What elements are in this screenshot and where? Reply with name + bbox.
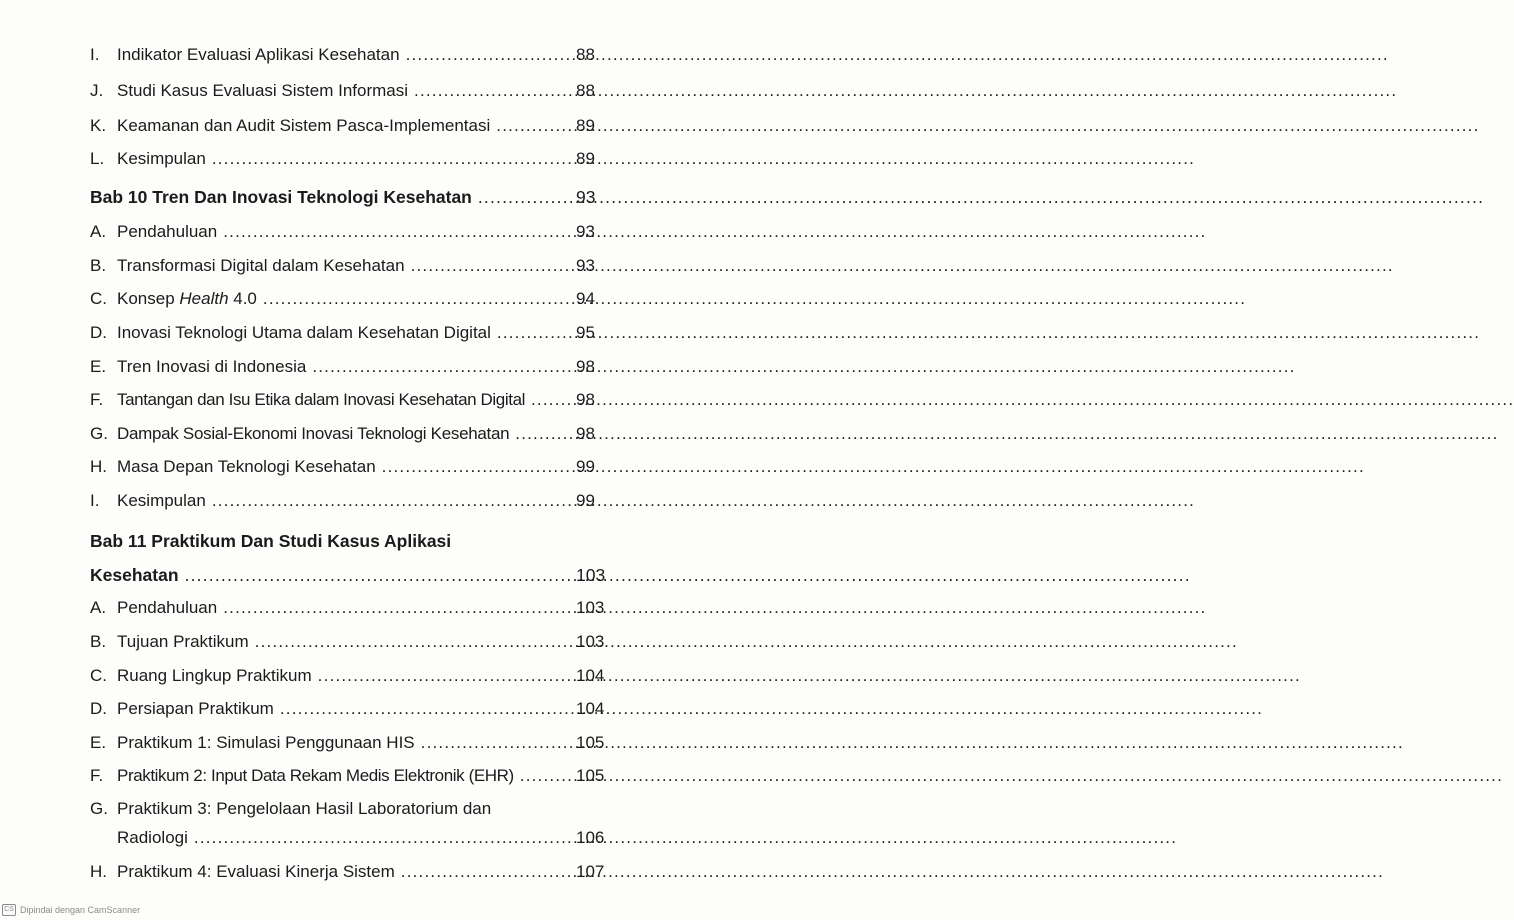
toc-page-number: 105: [576, 733, 605, 752]
toc-row: [90, 322, 610, 344]
toc-label: Praktikum 4: Evaluasi Kinerja Sistem: [117, 862, 395, 881]
toc-page-number: 93: [576, 222, 595, 241]
toc-letter: L.: [90, 149, 105, 168]
leader-dots: [414, 80, 572, 102]
toc-letter: C.: [90, 289, 107, 308]
toc-letter: E.: [90, 733, 107, 752]
toc-letter: B.: [90, 632, 107, 651]
toc-row: [90, 221, 610, 243]
toc-label: Tren Inovasi di Indonesia: [117, 357, 307, 376]
toc-letter: H.: [90, 457, 107, 476]
toc-label: Kesimpulan: [117, 149, 206, 168]
toc-page-number: 88: [576, 45, 595, 64]
toc-page-number: 94: [576, 289, 595, 308]
toc-letter: C.: [90, 666, 107, 685]
toc-row: [90, 698, 610, 720]
toc-letter: I.: [90, 45, 100, 64]
toc-page-number: 105: [576, 766, 605, 785]
toc-chapter-row-continued: [90, 564, 610, 586]
toc-row: [90, 80, 610, 102]
toc-letter: K.: [90, 116, 107, 135]
toc-row: [90, 765, 610, 787]
toc-chapter-row: [90, 530, 610, 552]
leader-dots: [520, 765, 572, 787]
toc-letter: B.: [90, 256, 107, 275]
toc-page-number: 95: [576, 323, 595, 342]
toc-label: Studi Kasus Evaluasi Sistem Informasi: [117, 81, 409, 100]
toc-label: [117, 288, 257, 310]
toc-chapter-row: [90, 186, 610, 208]
toc-page-number: 99: [576, 491, 595, 510]
toc-row: [90, 148, 610, 170]
leader-dots: [212, 490, 572, 512]
toc-label-emphasis: Health: [179, 289, 229, 308]
toc-page-number: 93: [576, 187, 596, 207]
leader-dots: [382, 456, 572, 478]
toc-row: [90, 255, 610, 277]
camscanner-icon: CS: [2, 904, 16, 916]
toc-row: [90, 490, 610, 512]
toc-row: [90, 665, 610, 687]
toc-row: [90, 597, 610, 619]
toc-row: [90, 456, 610, 478]
toc-row: [90, 861, 610, 883]
leader-dots: [496, 115, 572, 137]
toc-letter: H.: [90, 862, 107, 881]
leader-dots: [194, 827, 572, 849]
toc-page-number: 98: [576, 424, 595, 443]
toc-label: Keamanan dan Audit Sistem Pasca-Implementasi: [117, 116, 491, 135]
toc-chapter-title: Bab 10 Tren Dan Inovasi Teknologi Kesehatan: [90, 187, 472, 207]
toc-page-number: 103: [576, 632, 605, 651]
toc-letter: A.: [90, 222, 107, 241]
toc-page-number: 107: [576, 862, 605, 881]
toc-letter: G.: [90, 799, 108, 818]
toc-label-text: 4.0: [228, 289, 257, 308]
leader-dots: [421, 732, 572, 754]
toc-letter: F.: [90, 390, 104, 409]
toc-label: Persiapan Praktikum: [117, 699, 274, 718]
leader-dots: [280, 698, 572, 720]
toc-page-number: 106: [576, 828, 605, 847]
leader-dots: [401, 861, 572, 883]
toc-page-number: 104: [576, 699, 605, 718]
toc-label: Kesimpulan: [117, 491, 206, 510]
toc-row: [90, 356, 610, 378]
leader-dots: [411, 255, 572, 277]
toc-row-continued: [117, 827, 610, 849]
toc-page-number: 88: [576, 81, 595, 100]
toc-letter: A.: [90, 598, 107, 617]
toc-page-number: 99: [576, 457, 595, 476]
toc-label: Praktikum 3: Pengelolaan Hasil Laboratorium dan: [117, 799, 492, 818]
leader-dots: [312, 356, 572, 378]
scanner-watermark: [2, 902, 140, 918]
toc-label: Tantangan dan Isu Etika dalam Inovasi Kesehatan Digital: [117, 390, 525, 409]
toc-row: [90, 44, 610, 66]
toc-page-number: 98: [576, 390, 595, 409]
leader-dots: [515, 423, 572, 445]
toc-letter: F.: [90, 766, 104, 785]
watermark-text: Dipindai dengan CamScanner: [20, 905, 141, 915]
toc-label: Masa Depan Teknologi Kesehatan: [117, 457, 376, 476]
toc-page-number: 103: [576, 598, 605, 617]
toc-label: Tujuan Praktikum: [117, 632, 249, 651]
toc-row: [90, 288, 610, 310]
toc-label: Dampak Sosial-Ekonomi Inovasi Teknologi Kesehatan: [117, 424, 510, 443]
toc-label: Pendahuluan: [117, 222, 218, 241]
toc-row: [90, 423, 610, 445]
toc-letter: D.: [90, 699, 107, 718]
leader-dots: [318, 665, 572, 687]
toc-page-number: 89: [576, 149, 595, 168]
leader-dots: [531, 389, 572, 411]
toc-page-number: 98: [576, 357, 595, 376]
toc-label: Radiologi: [117, 828, 188, 847]
leader-dots: [255, 631, 572, 653]
toc-label: Praktikum 1: Simulasi Penggunaan HIS: [117, 733, 415, 752]
toc-label: Indikator Evaluasi Aplikasi Kesehatan: [117, 45, 400, 64]
toc-chapter-title: Kesehatan: [90, 565, 179, 585]
toc-label: Inovasi Teknologi Utama dalam Kesehatan Digital: [117, 323, 491, 342]
leader-dots: [497, 322, 572, 344]
toc-row: [90, 798, 610, 820]
leader-dots: [478, 186, 572, 208]
toc-row: [90, 732, 610, 754]
toc-letter: I.: [90, 491, 100, 510]
toc-label: Praktikum 2: Input Data Rekam Medis Elektronik (EHR): [117, 766, 514, 785]
toc-page-number: 104: [576, 666, 605, 685]
toc-label: Transformasi Digital dalam Kesehatan: [117, 256, 405, 275]
toc-page-number: 93: [576, 256, 595, 275]
toc-letter: G.: [90, 424, 108, 443]
leader-dots: [185, 564, 572, 586]
toc-page-number: 89: [576, 116, 595, 135]
leader-dots: [406, 44, 572, 66]
toc-letter: E.: [90, 357, 107, 376]
toc-row: [90, 389, 610, 411]
leader-dots: [223, 597, 572, 619]
leader-dots: [223, 221, 572, 243]
toc-page-number: 103: [576, 565, 606, 585]
toc-row: [90, 631, 610, 653]
toc-label: Ruang Lingkup Praktikum: [117, 666, 312, 685]
leader-dots: [212, 148, 572, 170]
toc-letter: J.: [90, 81, 104, 100]
leader-dots: [263, 288, 572, 310]
toc-label: Pendahuluan: [117, 598, 218, 617]
toc-chapter-title: Bab 11 Praktikum Dan Studi Kasus Aplikasi: [90, 531, 452, 551]
toc-page: [0, 0, 606, 920]
toc-row: [90, 115, 610, 137]
toc-label-text: Konsep: [117, 289, 180, 308]
toc-letter: D.: [90, 323, 107, 342]
